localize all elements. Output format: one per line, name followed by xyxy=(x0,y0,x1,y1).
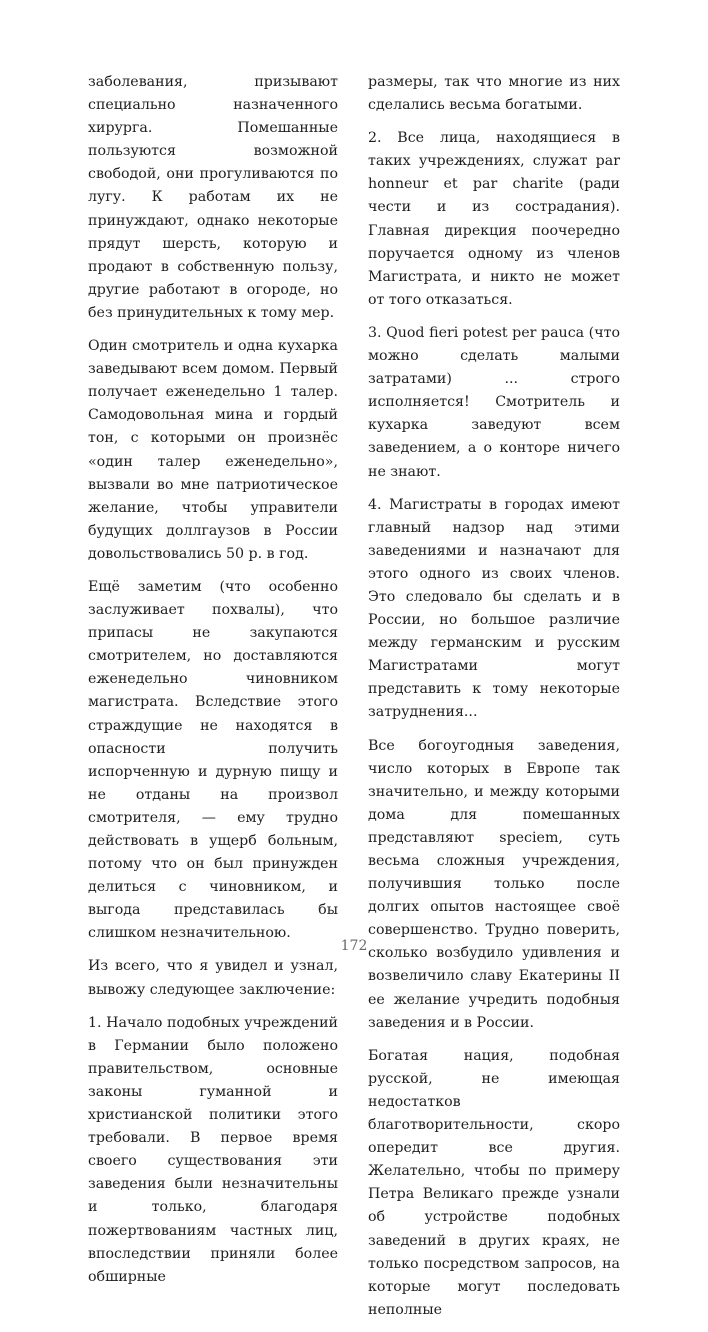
paragraph: 2. Все лица, находящиеся в таких учреждениях, служат par honneur et par charite (ради чести и из сострадания). Главная дирекция поочередно поручается одному из членов Магистрата, и никто не может от того отказаться. xyxy=(368,130,620,308)
paragraph: Один смотритель и одна кухарка заведывают всем домом. Первый получает еженедельно 1 талер. Самодовольная мина и гордый тон, с которыми он произнёс «один талер еженедельно», вызвали во мне патриотическое желание, чтобы управители будущих доллгаузов в России довольствовались 50 р. в год. xyxy=(88,338,338,562)
paragraph: заболевания, призывают специально назначенного хирурга. Помешанные пользуются возможной свободой, они прогуливаются по лугу. К работам их не принуждают, однако некоторые прядут шерсть, которую и продают в собственную пользу, другие работают в огороде, но без принудительных к тому мер. xyxy=(88,74,338,321)
right-column xyxy=(368,71,620,1332)
paragraph: Все богоугодныя заведения, число которых в Европе так значительно, и между которыми дома для помешанных представляют speciem, суть весьма сложныя учреждения, получившия только после долгих опытов настоящее своё совершенство. Трудно поверить, сколько возбудило удивления и возвеличило славу Екатерины II ее желание учредить подобныя заведения и в России. xyxy=(368,737,620,1031)
paragraph: Ещё заметим (что особенно заслуживает похвалы), что припасы не закупаются смотрителем, но доставляются еженедельно чиновником магистрата. Вследствие этого страждущие не находятся в опасности получить испорченную и дурную пищу и не отданы на произвол смотрителя, — ему трудно действовать в ущерб больным, потому что он был принужден делиться с чиновником, и выгода представилась бы слишком незначительною. xyxy=(88,578,338,942)
paragraph: 3. Quod fieri potest per pauca (что можно сделать малыми затратами) ... строго исполняется! Смотритель и кухарка заведуют всем заведением, а о конторе ничего не знают. xyxy=(368,324,620,480)
paragraph: Богатая нация, подобная русской, не имеющая недостатков благотворительности, скоро опередит все другия. Желательно, чтобы по примеру Петра Великаго прежде узнали об устройстве подобных заведений в других краях, не только посредством запросов, на которые могут последовать неполные xyxy=(368,1047,620,1318)
left-column xyxy=(88,71,338,1299)
paragraph: Из всего, что я увидел и узнал, вывожу следующее заключение: xyxy=(88,958,338,998)
paragraph: 1. Начало подобных учреждений в Германии было положено правительством, основные законы гуманной и христианской политики этого требовали. В первое время своего существования эти заведения были незначительны и только, благодаря пожертвованиям частных лиц, впоследствии приняли более обширные xyxy=(88,1014,338,1285)
paragraph: размеры, так что многие из них сделались весьма богатыми. xyxy=(368,74,620,114)
page-number: 172 xyxy=(340,938,368,954)
paragraph: 4. Магистраты в городах имеют главный надзор над этими заведениями и назначают для этого одного из своих членов. Это следовало бы сделать и в России, но большое различие между германским и русским Магистратами могут представить к тому некоторые затруднения... xyxy=(368,496,620,721)
